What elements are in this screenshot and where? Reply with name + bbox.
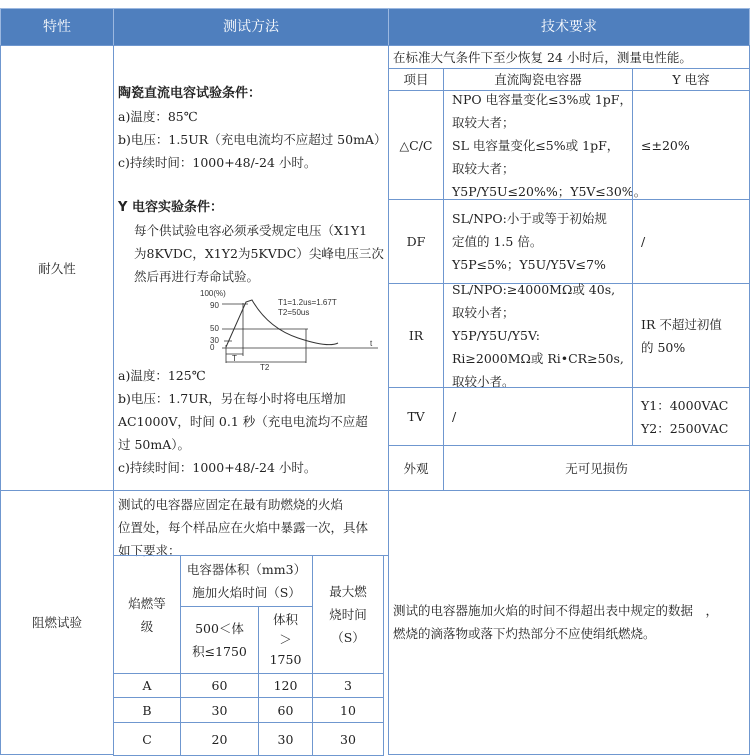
y-title: Y 电容实验条件：	[118, 200, 223, 215]
flame-cell: B	[113, 697, 181, 723]
flame-cell: A	[113, 673, 181, 698]
req-y	[632, 90, 750, 200]
req-dc-line: Y5P/Y5U/Y5V:	[452, 328, 540, 343]
header-line: 焰燃等	[128, 595, 166, 611]
appearance-item: 外观	[388, 445, 444, 491]
req-y-line: 的 50%	[641, 339, 686, 355]
endurance-method	[113, 45, 389, 491]
flame-requirement	[388, 490, 750, 755]
header-line: 级	[140, 618, 154, 634]
requirement-line: 测试的电容器施加火焰的时间不得超出表中规定的数据 ，	[393, 603, 719, 618]
wave-tick-90: 90	[210, 301, 219, 310]
req-dc-line: 取较小者；	[452, 305, 515, 320]
wave-tick-0: 0	[210, 343, 215, 352]
req-dc	[443, 283, 633, 388]
req-dc-line: SL/NPO:小于或等于初始规	[452, 211, 607, 226]
intro-line: 为8KVDC，X1Y2为5KVDC）尖峰电压三次	[134, 246, 384, 261]
req-dc-line: 取较小者。	[452, 374, 515, 389]
intro-line: 位置处，每个样品应在火焰中暴露一次，具体	[118, 520, 369, 535]
wave-x-label: t	[370, 339, 373, 348]
req-dc-line: Ri≥2000MΩ或 Ri•CR≥50s,	[452, 351, 624, 366]
header-requirement: 技术要求	[388, 8, 750, 46]
req-dc-line: Y5P/Y5U≤20%%；Y5V≤30%。	[452, 183, 647, 199]
header-line: 烧时间	[329, 607, 367, 622]
wave-y-label: 100(%)	[200, 289, 226, 298]
header-line: 电容器体积（mm3）	[186, 562, 307, 577]
requirement-line: 燃烧的滴落物或落下灼热部分不应使绢纸燃烧。	[393, 626, 656, 641]
condition-line: a)温度：85℃	[118, 109, 198, 124]
flame-cell: C	[113, 722, 181, 756]
wave-dim-arrows	[226, 354, 306, 362]
flame-cell: 60	[258, 697, 313, 723]
req-header-dc: 直流陶瓷电容器	[443, 68, 633, 91]
ceramic-title: 陶瓷直流电容试验条件：	[118, 86, 262, 101]
req-y-line: /	[641, 234, 646, 249]
req-dc-line: /	[452, 409, 457, 424]
req-item: TV	[388, 387, 444, 446]
flame-cell: 20	[180, 722, 259, 756]
intro-line: 每个供试验电容必须承受规定电压（X1Y1	[134, 223, 368, 238]
req-dc-line: NPO 电容量变化≤3%或 1pF，	[452, 91, 632, 107]
req-dc-line: SL 电容量变化≤5%或 1pF，	[452, 137, 620, 153]
req-y	[632, 199, 750, 284]
col-volume-small	[180, 606, 259, 674]
req-dc	[443, 199, 633, 284]
header-line: 体积	[272, 612, 298, 627]
req-dc-line: SL/NPO:≥4000MΩ或 40s,	[452, 282, 616, 297]
req-y	[632, 387, 750, 446]
appearance-value: 无可见损伤	[443, 445, 750, 491]
header-line: 最大燃	[329, 584, 367, 599]
header-line: 施加火焰时间（S）	[192, 585, 301, 600]
condition-line: c)持续时间：1000+48/-24 小时。	[118, 155, 317, 170]
req-item: △C/C	[388, 90, 444, 200]
endurance-label: 耐久性	[0, 45, 114, 491]
req-header-item: 项目	[388, 68, 444, 91]
intro-line: 然后再进行寿命试验。	[134, 269, 260, 284]
y-conditions	[118, 364, 384, 479]
header-test-method: 测试方法	[113, 8, 389, 46]
condition-line: c)持续时间：1000+48/-24 小时。	[118, 460, 317, 475]
header-line: 积≤1750	[192, 644, 247, 659]
flame-cell: 30	[180, 697, 259, 723]
wave-note1: T1=1.2us=1.67T	[278, 298, 337, 307]
flame-cell: 30	[312, 722, 384, 756]
req-dc-line: Y5P≤5%；Y5U/Y5V≤7%	[452, 257, 606, 272]
header-characteristic: 特性	[0, 8, 114, 46]
header-line: ＞	[279, 632, 292, 647]
req-y-line: Y1：4000VAC	[641, 397, 729, 413]
col-max-burn	[312, 555, 384, 674]
flame-label: 阻燃试验	[0, 490, 114, 755]
wave-note2: T2=50us	[278, 308, 310, 317]
req-dc	[443, 387, 633, 446]
header-line: 1750	[269, 652, 302, 667]
col-grade	[113, 555, 181, 674]
wave-t2-label: T2	[260, 363, 270, 372]
req-item: IR	[388, 283, 444, 388]
req-dc-line: 取较大者；	[452, 114, 515, 130]
req-y-line: Y2：2500VAC	[641, 420, 729, 436]
condition-line: b)电压：1.7UR，另在每小时将电压增加	[118, 391, 346, 406]
flame-intro	[113, 490, 389, 556]
req-header-y: Y 电容	[632, 68, 750, 91]
req-dc-line: 取较大者；	[452, 160, 515, 176]
wave-t-label: T	[232, 354, 237, 363]
ceramic-conditions	[118, 105, 387, 174]
req-dc	[443, 90, 647, 200]
flame-cell: 10	[312, 697, 384, 723]
condition-line: b)电压：1.5UR（充电电流均不应超过 50mA）	[118, 132, 387, 147]
flame-cell: 120	[258, 673, 313, 698]
wave-tick-50: 50	[210, 324, 219, 333]
condition-line: AC1000V，时间 0.1 秒（充电电流均不应超	[118, 414, 368, 429]
y-intro	[118, 219, 384, 288]
wave-tick-30: 30	[210, 336, 219, 345]
req-y-line: IR 不超过初值	[641, 316, 722, 332]
flame-cell: 30	[258, 722, 313, 756]
condition-line: 过 50mA）。	[118, 437, 191, 452]
flame-cell: 60	[180, 673, 259, 698]
req-y	[632, 283, 750, 388]
flame-cell: 3	[312, 673, 384, 698]
req-item: DF	[388, 199, 444, 284]
col-volume-large	[258, 606, 313, 674]
req-note: 在标准大气条件下至少恢复 24 小时后，测量电性能。	[388, 45, 750, 69]
condition-line: a)温度：125℃	[118, 368, 206, 383]
header-line: 500＜体	[195, 621, 244, 636]
col-volume	[180, 555, 313, 607]
req-y-line: ≤±20%	[641, 137, 690, 153]
req-dc-line: 定值的 1.5 倍。	[452, 234, 543, 249]
intro-line: 测试的电容器应固定在最有助燃烧的火焰	[118, 497, 344, 512]
intro-line: 如下要求：	[118, 543, 181, 558]
header-line: （S）	[331, 630, 365, 645]
